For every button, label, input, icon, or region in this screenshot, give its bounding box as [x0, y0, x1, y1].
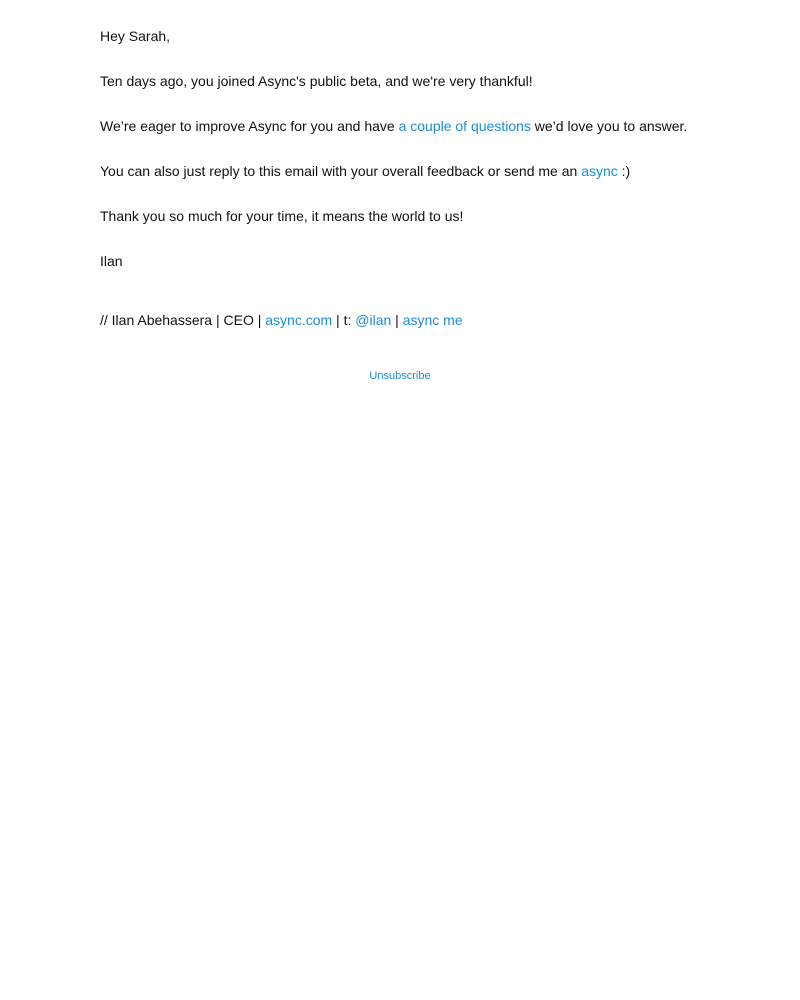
email-footer — [0, 367, 800, 385]
paragraph-beta-thanks: Ten days ago, you joined Async's public beta, and we're very thankful! — [100, 73, 533, 89]
paragraph-feedback-text-after: :) — [617, 163, 631, 179]
greeting: Hey Sarah, — [100, 28, 171, 44]
async-me-link[interactable]: async me — [402, 312, 463, 328]
paragraph-questions-text-before: We’re eager to improve Async for you and have — [100, 118, 399, 134]
signature-separator-twitter: | t: — [332, 312, 356, 328]
paragraph-questions-text-after: we’d love you to answer. — [530, 118, 688, 134]
paragraph-thank-you: Thank you so much for your time, it means the world to us! — [100, 208, 464, 224]
paragraph-questions — [100, 117, 687, 135]
paragraph-feedback — [100, 162, 630, 180]
async-link[interactable]: async — [581, 163, 618, 179]
signature-separator: | — [391, 312, 403, 328]
paragraph-feedback-text-before: You can also just reply to this email with your overall feedback or send me an — [100, 163, 582, 179]
signature — [100, 311, 463, 329]
twitter-link[interactable]: @ilan — [355, 312, 392, 328]
sign-off-name: Ilan — [100, 253, 123, 269]
questions-link[interactable]: a couple of questions — [398, 118, 531, 134]
website-link[interactable]: async.com — [265, 312, 333, 328]
signature-prefix: // Ilan Abehassera | CEO | — [100, 312, 266, 328]
unsubscribe-link[interactable]: Unsubscribe — [369, 370, 431, 382]
